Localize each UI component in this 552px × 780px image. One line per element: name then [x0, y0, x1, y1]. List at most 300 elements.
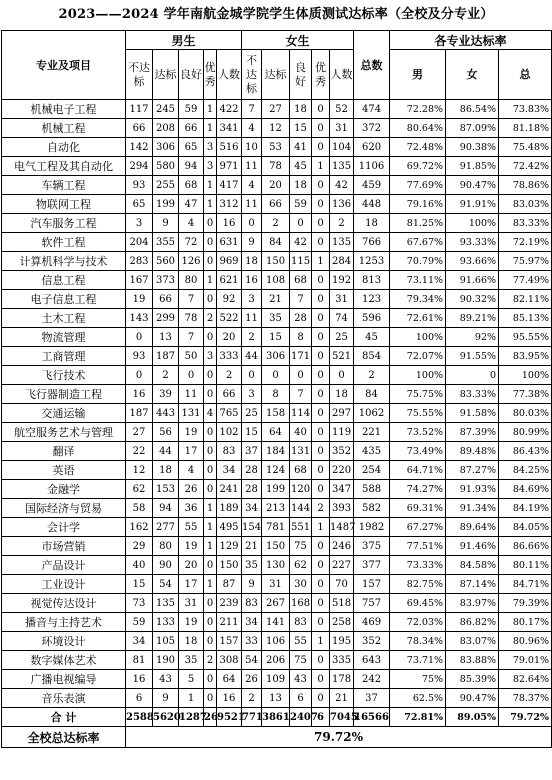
table-row — [2, 423, 552, 442]
male-fail-cell: 27 — [126, 423, 153, 442]
male-pass-cell: 299 — [153, 309, 179, 328]
male-fail-cell: 283 — [126, 252, 153, 271]
table-row — [2, 670, 552, 689]
female-pass-cell: 66 — [262, 195, 290, 214]
female-fail-cell: 54 — [242, 651, 262, 670]
female-excellent-cell: 6 — [312, 708, 330, 727]
female-pass-cell: 3861 — [262, 708, 290, 727]
female-excellent-cell: 1 — [312, 518, 330, 537]
male-pass-cell: 373 — [153, 271, 179, 290]
male-count-cell: 34 — [217, 461, 242, 480]
male-pass-cell: 199 — [153, 195, 179, 214]
female-excellent-cell: 0 — [312, 309, 330, 328]
female-good-cell: 28 — [290, 309, 312, 328]
male-pass-cell: 580 — [153, 157, 179, 176]
female-good-cell: 7 — [290, 385, 312, 404]
male-count-cell: 129 — [217, 537, 242, 556]
female-excellent-cell: 0 — [312, 233, 330, 252]
female-count-cell: 135 — [330, 157, 354, 176]
female-pass-cell: 64 — [262, 423, 290, 442]
male-fail-cell: 73 — [126, 594, 153, 613]
table-row — [2, 461, 552, 480]
rate-female-cell: 89.21% — [446, 309, 499, 328]
male-fail-cell: 66 — [126, 119, 153, 138]
male-fail-cell: 65 — [126, 195, 153, 214]
female-excellent-cell: 2 — [312, 499, 330, 518]
rate-male-cell: 81.25% — [390, 214, 446, 233]
rate-female-cell: 87.14% — [446, 575, 499, 594]
male-excellent-cell: 0 — [204, 366, 217, 385]
male-fail-cell: 204 — [126, 233, 153, 252]
female-excellent-cell: 1 — [312, 157, 330, 176]
total-count-cell: 757 — [354, 594, 390, 613]
rate-male-cell: 79.34% — [390, 290, 446, 309]
male-good-cell: 94 — [179, 157, 204, 176]
female-pass-cell: 53 — [262, 138, 290, 157]
female-pass-cell: 109 — [262, 670, 290, 689]
female-pass-cell: 2 — [262, 214, 290, 233]
male-fail-cell: 93 — [126, 176, 153, 195]
total-count-cell: 45 — [354, 328, 390, 347]
table-row — [2, 366, 552, 385]
header-total-count: 总数 — [354, 31, 390, 100]
female-good-cell: 0 — [290, 366, 312, 385]
female-pass-cell: 15 — [262, 328, 290, 347]
female-count-cell: 31 — [330, 290, 354, 309]
rate-total-cell: 80.96% — [499, 632, 552, 651]
female-excellent-cell: 0 — [312, 385, 330, 404]
female-fail-cell: 34 — [242, 499, 262, 518]
major-name-cell: 金融学 — [2, 480, 126, 499]
female-good-cell: 171 — [290, 347, 312, 366]
total-count-cell: 469 — [354, 613, 390, 632]
table-row — [2, 537, 552, 556]
major-name-cell: 英语 — [2, 461, 126, 480]
rate-male-cell: 73.71% — [390, 651, 446, 670]
rate-female-cell: 90.38% — [446, 138, 499, 157]
female-count-cell: 246 — [330, 537, 354, 556]
male-good-cell: 19 — [179, 537, 204, 556]
rate-male-cell: 77.69% — [390, 176, 446, 195]
major-name-cell: 机械工程 — [2, 119, 126, 138]
male-count-cell: 765 — [217, 404, 242, 423]
male-good-cell: 50 — [179, 347, 204, 366]
male-pass-cell: 153 — [153, 480, 179, 499]
male-pass-cell: 43 — [153, 670, 179, 689]
major-name-cell: 环境设计 — [2, 632, 126, 651]
male-fail-cell: 19 — [126, 290, 153, 309]
total-count-cell: 1982 — [354, 518, 390, 537]
table-row — [2, 556, 552, 575]
major-name-cell: 合 计 — [2, 708, 126, 727]
male-excellent-cell: 1 — [204, 271, 217, 290]
female-fail-cell: 28 — [242, 461, 262, 480]
male-pass-cell: 135 — [153, 594, 179, 613]
female-good-cell: 114 — [290, 404, 312, 423]
overall-rate-label: 全校总达标率 — [2, 727, 126, 748]
rate-total-cell: 95.55% — [499, 328, 552, 347]
male-count-cell: 102 — [217, 423, 242, 442]
male-count-cell: 150 — [217, 556, 242, 575]
male-excellent-cell: 0 — [204, 632, 217, 651]
female-pass-cell: 124 — [262, 461, 290, 480]
rate-total-cell: 82.64% — [499, 670, 552, 689]
total-count-cell: 123 — [354, 290, 390, 309]
male-count-cell: 92 — [217, 290, 242, 309]
female-count-cell: 25 — [330, 328, 354, 347]
female-pass-cell: 21 — [262, 290, 290, 309]
total-count-cell: 2 — [354, 366, 390, 385]
male-excellent-cell: 0 — [204, 214, 217, 233]
male-count-cell: 308 — [217, 651, 242, 670]
female-fail-cell: 0 — [242, 214, 262, 233]
table-row — [2, 594, 552, 613]
male-fail-cell: 0 — [126, 366, 153, 385]
total-count-cell: 37 — [354, 689, 390, 708]
female-excellent-cell: 0 — [312, 423, 330, 442]
male-pass-cell: 18 — [153, 461, 179, 480]
table-row — [2, 195, 552, 214]
male-count-cell: 2 — [217, 366, 242, 385]
male-fail-cell: 93 — [126, 347, 153, 366]
female-fail-cell: 11 — [242, 195, 262, 214]
male-count-cell: 417 — [217, 176, 242, 195]
male-good-cell: 59 — [179, 100, 204, 119]
male-count-cell: 495 — [217, 518, 242, 537]
rate-male-cell: 72.07% — [390, 347, 446, 366]
male-excellent-cell: 26 — [204, 708, 217, 727]
female-pass-cell: 267 — [262, 594, 290, 613]
rate-female-cell: 92% — [446, 328, 499, 347]
total-count-cell: 448 — [354, 195, 390, 214]
male-excellent-cell: 0 — [204, 233, 217, 252]
female-count-cell: 347 — [330, 480, 354, 499]
male-good-cell: 80 — [179, 271, 204, 290]
header-female-col: 人数 — [330, 50, 354, 100]
female-pass-cell: 150 — [262, 252, 290, 271]
fitness-rate-table — [1, 30, 552, 748]
female-pass-cell: 84 — [262, 233, 290, 252]
female-good-cell: 55 — [290, 632, 312, 651]
female-excellent-cell: 0 — [312, 404, 330, 423]
male-excellent-cell: 3 — [204, 347, 217, 366]
rate-total-cell: 80.17% — [499, 613, 552, 632]
female-good-cell: 120 — [290, 480, 312, 499]
male-pass-cell: 105 — [153, 632, 179, 651]
male-good-cell: 31 — [179, 594, 204, 613]
header-female-col: 不达标 — [242, 50, 262, 100]
male-fail-cell: 58 — [126, 499, 153, 518]
male-excellent-cell: 0 — [204, 480, 217, 499]
rate-female-cell: 89.05% — [446, 708, 499, 727]
male-excellent-cell: 1 — [204, 537, 217, 556]
male-excellent-cell: 1 — [204, 575, 217, 594]
male-count-cell: 516 — [217, 138, 242, 157]
header-male-col: 不达标 — [126, 50, 153, 100]
male-count-cell: 312 — [217, 195, 242, 214]
female-fail-cell: 33 — [242, 632, 262, 651]
female-good-cell: 551 — [290, 518, 312, 537]
table-row — [2, 480, 552, 499]
rate-total-cell: 84.71% — [499, 575, 552, 594]
male-fail-cell: 29 — [126, 537, 153, 556]
total-count-cell: 157 — [354, 575, 390, 594]
major-name-cell: 翻译 — [2, 442, 126, 461]
rate-female-cell: 87.39% — [446, 423, 499, 442]
male-pass-cell: 56 — [153, 423, 179, 442]
female-excellent-cell: 0 — [312, 594, 330, 613]
female-pass-cell: 78 — [262, 157, 290, 176]
male-count-cell: 239 — [217, 594, 242, 613]
female-excellent-cell: 0 — [312, 670, 330, 689]
male-count-cell: 20 — [217, 328, 242, 347]
table-row — [2, 157, 552, 176]
table-row — [2, 499, 552, 518]
male-pass-cell: 44 — [153, 442, 179, 461]
total-count-cell: 16566 — [354, 708, 390, 727]
male-fail-cell: 3 — [126, 214, 153, 233]
header-male-col: 良好 — [179, 50, 204, 100]
female-good-cell: 15 — [290, 119, 312, 138]
female-count-cell: 21 — [330, 689, 354, 708]
page-title: 2023——2024 学年南航金城学院学生体质测试达标率（全校及分专业） — [58, 7, 494, 22]
male-good-cell: 19 — [179, 423, 204, 442]
male-excellent-cell: 0 — [204, 252, 217, 271]
total-count-cell: 84 — [354, 385, 390, 404]
table-row — [2, 575, 552, 594]
total-count-cell: 375 — [354, 537, 390, 556]
female-pass-cell: 306 — [262, 347, 290, 366]
rate-total-cell: 75.97% — [499, 252, 552, 271]
major-name-cell: 电子信息工程 — [2, 290, 126, 309]
rate-female-cell: 91.58% — [446, 404, 499, 423]
major-name-cell: 软件工程 — [2, 233, 126, 252]
overall-rate-row — [2, 727, 552, 748]
male-count-cell: 241 — [217, 480, 242, 499]
female-fail-cell: 2 — [242, 328, 262, 347]
female-pass-cell: 108 — [262, 271, 290, 290]
header-male-col: 优秀 — [204, 50, 217, 100]
rate-male-cell: 75% — [390, 670, 446, 689]
rate-total-cell: 78.86% — [499, 176, 552, 195]
female-count-cell: 0 — [330, 366, 354, 385]
table-row — [2, 347, 552, 366]
table-row — [2, 119, 552, 138]
male-good-cell: 1287 — [179, 708, 204, 727]
male-fail-cell: 16 — [126, 385, 153, 404]
rate-total-cell: 84.05% — [499, 518, 552, 537]
total-count-cell: 596 — [354, 309, 390, 328]
female-excellent-cell: 0 — [312, 613, 330, 632]
male-good-cell: 72 — [179, 233, 204, 252]
rate-female-cell: 89.64% — [446, 518, 499, 537]
male-pass-cell: 245 — [153, 100, 179, 119]
female-pass-cell: 106 — [262, 632, 290, 651]
rate-total-cell: 73.83% — [499, 100, 552, 119]
total-row — [2, 708, 552, 727]
header-female-group: 女生 — [242, 31, 354, 50]
major-name-cell: 飞行器制造工程 — [2, 385, 126, 404]
male-count-cell: 621 — [217, 271, 242, 290]
female-fail-cell: 25 — [242, 404, 262, 423]
total-count-cell: 620 — [354, 138, 390, 157]
female-fail-cell: 154 — [242, 518, 262, 537]
female-excellent-cell: 0 — [312, 119, 330, 138]
table-row — [2, 290, 552, 309]
total-count-cell: 813 — [354, 271, 390, 290]
rate-male-cell: 72.03% — [390, 613, 446, 632]
major-name-cell: 交通运输 — [2, 404, 126, 423]
major-name-cell: 电气工程及其自动化 — [2, 157, 126, 176]
female-fail-cell: 7 — [242, 100, 262, 119]
major-name-cell: 产品设计 — [2, 556, 126, 575]
male-pass-cell: 66 — [153, 290, 179, 309]
female-excellent-cell: 0 — [312, 461, 330, 480]
rate-total-cell: 83.33% — [499, 214, 552, 233]
major-name-cell: 数字媒体艺术 — [2, 651, 126, 670]
female-fail-cell: 34 — [242, 613, 262, 632]
female-fail-cell: 35 — [242, 556, 262, 575]
header-rate-male: 男 — [390, 50, 446, 100]
table-row — [2, 138, 552, 157]
rate-female-cell: 87.27% — [446, 461, 499, 480]
male-good-cell: 4 — [179, 214, 204, 233]
female-fail-cell: 16 — [242, 271, 262, 290]
rate-female-cell: 91.93% — [446, 480, 499, 499]
male-good-cell: 17 — [179, 575, 204, 594]
female-count-cell: 52 — [330, 100, 354, 119]
male-excellent-cell: 0 — [204, 556, 217, 575]
rate-total-cell: 79.72% — [499, 708, 552, 727]
female-good-cell: 59 — [290, 195, 312, 214]
total-count-cell: 588 — [354, 480, 390, 499]
male-fail-cell: 294 — [126, 157, 153, 176]
male-pass-cell: 443 — [153, 404, 179, 423]
female-count-cell: 220 — [330, 461, 354, 480]
total-count-cell: 242 — [354, 670, 390, 689]
female-pass-cell: 184 — [262, 442, 290, 461]
rate-male-cell: 72.48% — [390, 138, 446, 157]
male-excellent-cell: 0 — [204, 670, 217, 689]
table-row — [2, 442, 552, 461]
rate-male-cell: 64.71% — [390, 461, 446, 480]
rate-female-cell: 93.66% — [446, 252, 499, 271]
total-count-cell: 372 — [354, 119, 390, 138]
rate-female-cell: 0 — [446, 366, 499, 385]
female-good-cell: 18 — [290, 176, 312, 195]
female-fail-cell: 9 — [242, 233, 262, 252]
female-good-cell: 41 — [290, 138, 312, 157]
male-good-cell: 126 — [179, 252, 204, 271]
female-fail-cell: 11 — [242, 309, 262, 328]
male-good-cell: 26 — [179, 480, 204, 499]
female-excellent-cell: 0 — [312, 100, 330, 119]
rate-female-cell: 85.39% — [446, 670, 499, 689]
female-excellent-cell: 0 — [312, 195, 330, 214]
rate-male-cell: 69.31% — [390, 499, 446, 518]
female-count-cell: 18 — [330, 385, 354, 404]
rate-male-cell: 62.5% — [390, 689, 446, 708]
male-pass-cell: 90 — [153, 556, 179, 575]
female-good-cell: 168 — [290, 594, 312, 613]
female-pass-cell: 8 — [262, 385, 290, 404]
male-good-cell: 7 — [179, 290, 204, 309]
rate-total-cell: 86.66% — [499, 537, 552, 556]
rate-male-cell: 74.27% — [390, 480, 446, 499]
rate-male-cell: 100% — [390, 328, 446, 347]
male-good-cell: 36 — [179, 499, 204, 518]
male-excellent-cell: 4 — [204, 404, 217, 423]
male-fail-cell: 81 — [126, 651, 153, 670]
male-fail-cell: 15 — [126, 575, 153, 594]
header-female-col: 达标 — [262, 50, 290, 100]
female-count-cell: 518 — [330, 594, 354, 613]
female-fail-cell: 44 — [242, 347, 262, 366]
female-excellent-cell: 0 — [312, 214, 330, 233]
female-excellent-cell: 0 — [312, 480, 330, 499]
female-excellent-cell: 1 — [312, 632, 330, 651]
female-fail-cell: 10 — [242, 138, 262, 157]
overall-rate-value: 79.72% — [126, 727, 552, 748]
male-fail-cell: 187 — [126, 404, 153, 423]
male-good-cell: 20 — [179, 556, 204, 575]
rate-total-cell: 77.49% — [499, 271, 552, 290]
rate-total-cell: 83.95% — [499, 347, 552, 366]
major-name-cell: 工商管理 — [2, 347, 126, 366]
female-excellent-cell: 0 — [312, 176, 330, 195]
rate-female-cell: 91.34% — [446, 499, 499, 518]
rate-total-cell: 84.19% — [499, 499, 552, 518]
male-fail-cell: 162 — [126, 518, 153, 537]
female-good-cell: 144 — [290, 499, 312, 518]
female-count-cell: 227 — [330, 556, 354, 575]
header-rate-female: 女 — [446, 50, 499, 100]
table-row — [2, 309, 552, 328]
rate-female-cell: 90.47% — [446, 176, 499, 195]
rate-total-cell: 77.38% — [499, 385, 552, 404]
rate-male-cell: 69.45% — [390, 594, 446, 613]
male-excellent-cell: 1 — [204, 499, 217, 518]
male-pass-cell: 277 — [153, 518, 179, 537]
rate-male-cell: 78.34% — [390, 632, 446, 651]
male-excellent-cell: 0 — [204, 385, 217, 404]
male-fail-cell: 59 — [126, 613, 153, 632]
rate-total-cell: 84.25% — [499, 461, 552, 480]
female-fail-cell: 0 — [242, 366, 262, 385]
header-rate-group: 各专业达标率 — [390, 31, 552, 50]
female-pass-cell: 199 — [262, 480, 290, 499]
female-good-cell: 131 — [290, 442, 312, 461]
major-name-cell: 工业设计 — [2, 575, 126, 594]
female-good-cell: 75 — [290, 651, 312, 670]
major-name-cell: 会计学 — [2, 518, 126, 537]
rate-female-cell: 91.55% — [446, 347, 499, 366]
male-pass-cell: 255 — [153, 176, 179, 195]
table-row — [2, 271, 552, 290]
header-male-group: 男生 — [126, 31, 242, 50]
male-good-cell: 4 — [179, 461, 204, 480]
male-excellent-cell: 0 — [204, 290, 217, 309]
major-name-cell: 物联网工程 — [2, 195, 126, 214]
female-good-cell: 8 — [290, 328, 312, 347]
female-count-cell: 42 — [330, 176, 354, 195]
male-good-cell: 66 — [179, 119, 204, 138]
table-row — [2, 518, 552, 537]
female-count-cell: 104 — [330, 138, 354, 157]
rate-female-cell: 93.33% — [446, 233, 499, 252]
female-fail-cell: 83 — [242, 594, 262, 613]
female-excellent-cell: 0 — [312, 328, 330, 347]
